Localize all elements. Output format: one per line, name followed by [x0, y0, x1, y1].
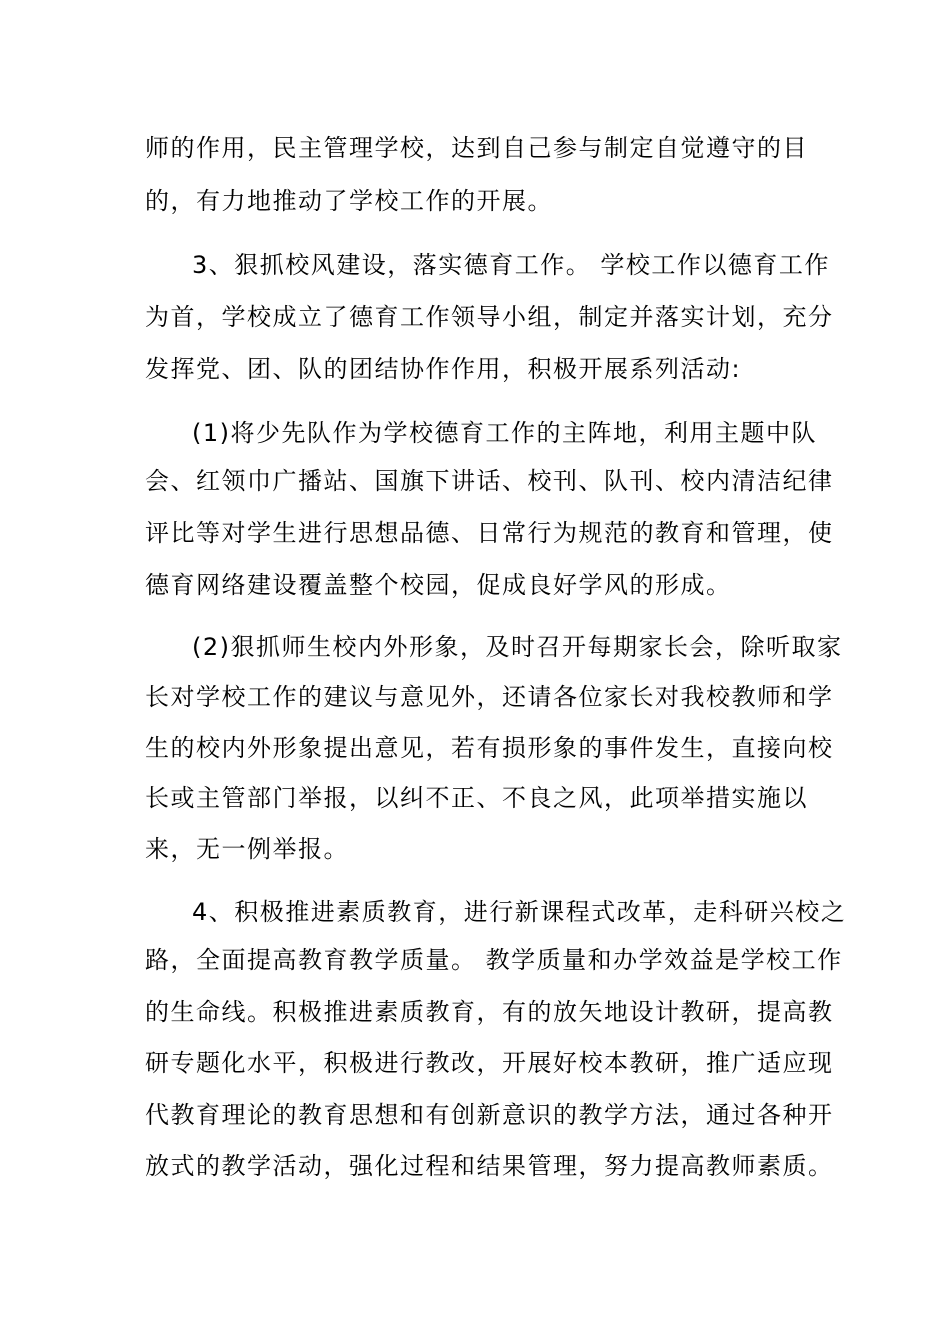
- text-line: 为首，学校成立了德育工作领导小组，制定并落实计划，充分: [145, 303, 834, 331]
- paragraph-4-heading: 4、积极推进素质教育，进行新课程式改革，走科研兴校之: [192, 898, 847, 926]
- text-line: 长对学校工作的建议与意见外，还请各位家长对我校教师和学: [145, 683, 834, 711]
- item-2-line: (2)狠抓师生校内外形象，及时召开每期家长会，除听取家: [192, 633, 843, 661]
- text-line: 德育网络建设覆盖整个校园，促成良好学风的形成。: [145, 571, 732, 599]
- text-line: 来，无一例举报。: [145, 835, 349, 863]
- text-line: 研专题化水平，积极进行教改，开展好校本教研，推广适应现: [145, 1049, 834, 1077]
- text-line: 的生命线。积极推进素质教育，有的放矢地设计教研，提高教: [145, 998, 834, 1026]
- paragraph-3-heading: 3、狠抓校风建设，落实德育工作。 学校工作以德育工作: [192, 251, 830, 279]
- text-line: 生的校内外形象提出意见，若有损形象的事件发生，直接向校: [145, 734, 834, 762]
- text-line: 会、红领巾广播站、国旗下讲话、校刊、队刊、校内清洁纪律: [145, 467, 834, 495]
- text-line: 师的作用，民主管理学校，达到自己参与制定自觉遵守的目: [145, 134, 808, 162]
- text-line: 评比等对学生进行思想品德、日常行为规范的教育和管理，使: [145, 519, 834, 547]
- text-line: 路，全面提高教育教学质量。 教学质量和办学效益是学校工作: [145, 946, 843, 974]
- item-1-line: (1)将少先队作为学校德育工作的主阵地，利用主题中队: [192, 419, 817, 447]
- text-line: 长或主管部门举报，以纠不正、不良之风，此项举措实施以: [145, 784, 808, 812]
- text-line: 的，有力地推动了学校工作的开展。: [145, 187, 553, 215]
- text-line: 放式的教学活动，强化过程和结果管理，努力提高教师素质。: [145, 1152, 834, 1180]
- text-line: 代教育理论的教育思想和有创新意识的教学方法，通过各种开: [145, 1101, 834, 1129]
- text-line: 发挥党、团、队的团结协作作用，积极开展系列活动:: [145, 355, 742, 383]
